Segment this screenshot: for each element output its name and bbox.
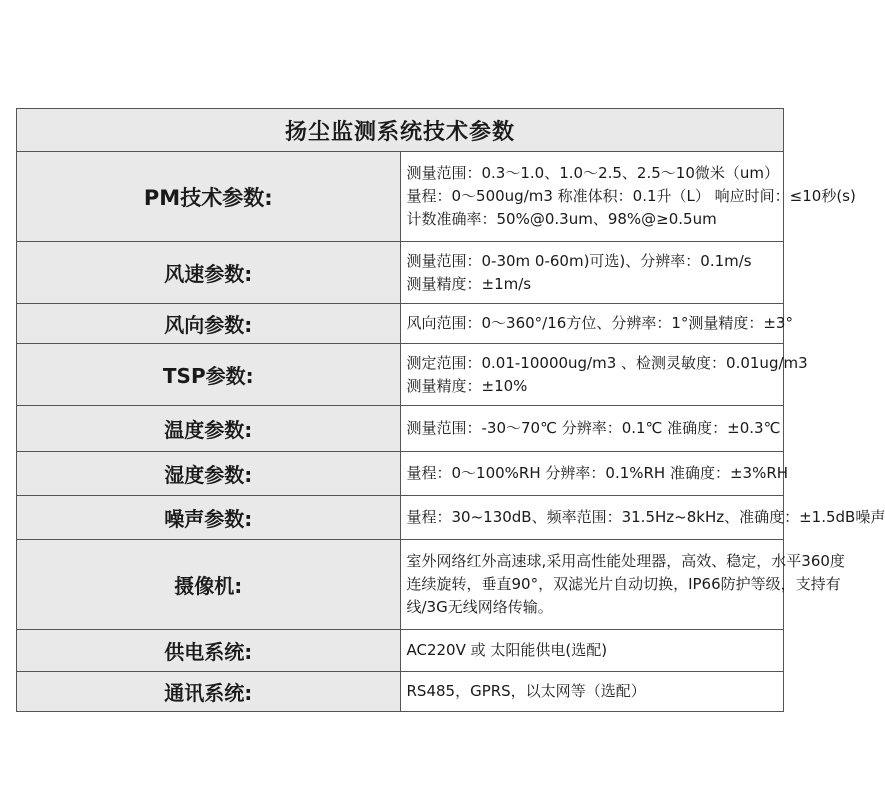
value-line: 测定范围：0.01-10000ug/m3 、检测灵敏度：0.01ug/m3: [406, 353, 808, 372]
row-label-temperature: 温度参数:: [17, 406, 401, 452]
row-temperature: [17, 406, 784, 452]
row-noise: [17, 496, 784, 540]
value-line: 量程：0～100%RH 分辨率：0.1%RH 准确度：±3%RH: [406, 464, 789, 482]
row-value-communication: [400, 672, 784, 712]
row-power: [17, 630, 784, 672]
row-value-temperature: [400, 406, 784, 452]
row-label-communication: 通讯系统:: [17, 672, 401, 712]
value-line: 测量范围：0.3～1.0、1.0～2.5、2.5～10微米（um）: [406, 164, 779, 182]
row-value-camera: [400, 540, 845, 630]
value-line: 测量范围：-30～70℃ 分辨率：0.1℃ 准确度：±0.3℃: [406, 419, 781, 437]
value-line: 量程：30~130dB、频率范围：31.5Hz~8kHz、准确度：±1.5dB噪声: [406, 508, 885, 526]
row-tsp: [17, 344, 784, 406]
row-label-wind-speed: 风速参数:: [17, 242, 401, 304]
row-value-noise: [400, 496, 885, 540]
value-line: 测量范围：0-30m 0-60m)可选)、分辨率：0.1m/s: [406, 251, 752, 270]
row-label-wind-direction: 风向参数:: [17, 304, 401, 344]
row-wind-speed: [17, 242, 784, 304]
title-row: [17, 109, 784, 152]
row-value-tsp: [400, 344, 808, 406]
row-label-pm: PM技术参数:: [17, 152, 401, 242]
value-line: RS485，GPRS，以太网等（选配）: [406, 682, 646, 700]
spec-table: [16, 108, 885, 712]
value-line: 测量精度：±1m/s: [406, 274, 532, 293]
row-label-noise: 噪声参数:: [17, 496, 401, 540]
row-value-humidity: [400, 452, 789, 496]
row-value-pm: [400, 152, 856, 242]
row-label-camera: 摄像机:: [17, 540, 401, 630]
value-line: 计数准确率：50%@0.3um、98%@≥0.5um: [406, 210, 717, 228]
row-value-wind-direction: [400, 304, 793, 344]
value-line: 室外网络红外高速球,采用高性能处理器，高效、稳定，水平360度: [406, 552, 845, 570]
table-title: 扬尘监测系统技术参数: [17, 109, 784, 152]
value-line: 测量精度：±10%: [406, 376, 528, 395]
row-label-tsp: TSP参数:: [17, 344, 401, 406]
row-wind-direction: [17, 304, 784, 344]
value-line: 线/3G无线网络传输。: [406, 598, 553, 616]
value-line: AC220V 或 太阳能供电(选配): [406, 641, 608, 659]
row-label-humidity: 湿度参数:: [17, 452, 401, 496]
value-line: 量程：0～500ug/m3 称准体积：0.1升（L） 响应时间：≤10秒(s): [406, 187, 856, 205]
value-line: 风向范围：0～360°/16方位、分辨率：1°测量精度：±3°: [406, 314, 793, 332]
row-humidity: [17, 452, 784, 496]
row-value-power: [400, 630, 784, 672]
row-pm: [17, 152, 784, 242]
row-label-power: 供电系统:: [17, 630, 401, 672]
value-line: 连续旋转，垂直90°，双滤光片自动切换，IP66防护等级，支持有: [406, 575, 841, 593]
row-value-wind-speed: [400, 242, 784, 304]
row-communication: [17, 672, 784, 712]
row-camera: [17, 540, 784, 630]
